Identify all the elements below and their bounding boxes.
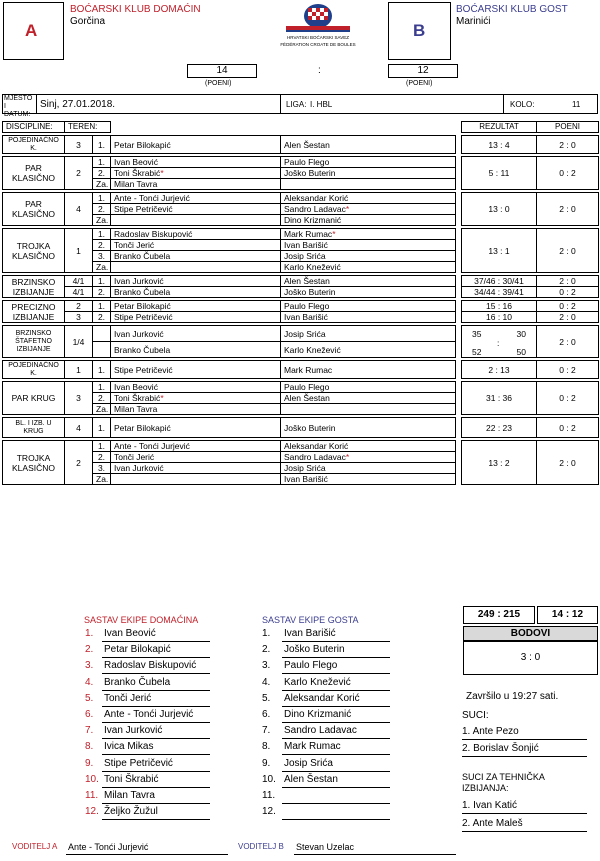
home-lineup-name: Radoslav Biskupović	[104, 660, 197, 671]
table-row: BRZINSKO IZBIJANJE 4/1 1. Ivan Jurković Alen Šestan 37/46 : 30/41 2 : 0	[3, 276, 599, 287]
guest-lineup-name: Ivan Barišić	[284, 628, 336, 639]
table-row: PAR KLASIČNO 4 1. Ante - Tonći Jurjević Aleksandar Korić 13 : 0 2 : 0	[3, 193, 599, 204]
guest-lineup-name: Paulo Flego	[284, 660, 338, 671]
guest-points-label: (POENI)	[406, 80, 433, 87]
table-header-row	[3, 122, 599, 133]
coach-b-name: Stevan Uzelac	[296, 842, 355, 852]
guest-lineup-number: 1.	[262, 628, 271, 639]
total-result: 249 : 215	[463, 606, 535, 624]
home-score-box	[187, 64, 257, 78]
logo-line-1: HRVATSKI BOĆARSKI SAVEZ	[287, 35, 349, 40]
home-lineup-name: Toni Škrabić	[104, 774, 159, 785]
guest-lineup-number: 5.	[262, 693, 271, 704]
home-lineup-number: 10.	[85, 774, 99, 785]
guest-club-name: Marinići	[456, 16, 491, 27]
federation-logo	[280, 2, 356, 52]
guest-score: 12	[417, 65, 429, 76]
guest-club-label: BOĆARSKI KLUB GOST	[456, 4, 568, 15]
guest-score-box	[388, 64, 458, 78]
home-club-name: Gorčina	[70, 16, 106, 27]
home-lineup-name: Ivan Beović	[104, 628, 156, 639]
home-points-label: (POENI)	[205, 80, 232, 87]
finished-time: Završilo u 19:27 sati.	[466, 691, 559, 702]
tech-referees-label: SUCI ZA TEHNIČKA IZBIJANJA:	[462, 772, 545, 793]
home-lineup-number: 5.	[85, 693, 94, 704]
guest-lineup-number: 4.	[262, 677, 271, 688]
referee-2: 2. Borislav Šonjić	[462, 743, 539, 754]
guest-lineup-number: 3.	[262, 660, 271, 671]
guest-letter-box	[388, 2, 451, 60]
home-lineup-number: 2.	[85, 644, 94, 655]
referees-label: SUCI:	[462, 710, 489, 721]
table-row: TROJKA KLASIČNO 2 1. Ante - Tonći Jurjević Aleksandar Korić 13 : 2 2 : 0	[3, 441, 599, 452]
league: I. HBL	[310, 100, 333, 109]
guest-lineup-number: 7.	[262, 725, 271, 736]
home-lineup-title: SASTAV EKIPE DOMAĆINA	[84, 615, 199, 625]
table-row: TROJKA KLASIČNO 1 1. Radoslav Biskupović Mark Rumac* 13 : 1 2 : 0	[3, 229, 599, 240]
place-date: Sinj, 27.01.2018.	[40, 99, 116, 110]
guest-lineup-name: Josip Srića	[284, 758, 333, 769]
table-row: POJEDINAČNO K. 3 1. Petar Bilokapić Alen Šestan 13 : 4 2 : 0	[3, 136, 599, 154]
home-club-label: BOĆARSKI KLUB DOMAĆIN	[70, 4, 201, 15]
guest-lineup-name: Dino Krizmanić	[284, 709, 352, 720]
place-date-label: MJESTO I DATUM:	[4, 95, 33, 118]
bodovi-value: 3 : 0	[463, 641, 598, 675]
guest-lineup-number: 8.	[262, 741, 271, 752]
round-label: KOLO:	[510, 100, 535, 109]
guest-lineup-number: 9.	[262, 758, 271, 769]
league-label: LIGA:	[286, 100, 307, 109]
home-lineup-number: 4.	[85, 677, 94, 688]
guest-lineup-name: Aleksandar Korić	[284, 693, 360, 704]
guest-lineup-name: Alen Šestan	[284, 774, 338, 785]
guest-lineup-number: 6.	[262, 709, 271, 720]
guest-lineup-name: Sandro Ladavac	[284, 725, 357, 736]
guest-lineup-name: Karlo Knežević	[284, 677, 351, 688]
home-lineup-name: Ante - Tonći Jurjević	[104, 709, 194, 720]
home-lineup-number: 11.	[85, 790, 99, 801]
home-letter: A	[25, 21, 38, 40]
coach-a-name: Ante - Tonći Jurjević	[68, 842, 149, 852]
home-lineup-number: 3.	[85, 660, 94, 671]
home-letter-box	[3, 2, 64, 60]
round: 11	[572, 100, 581, 109]
coach-a-label: VODITELJ A	[12, 842, 58, 851]
discipline-name: POJEDINAČNO K.	[3, 136, 65, 154]
logo-line-2: FÉDÉRATION CROATE DE BOULES	[280, 42, 356, 47]
guest-letter: B	[413, 21, 426, 40]
teren-header: TEREN:	[65, 122, 111, 133]
table-row: PRECIZNO IZBIJANJE 2 1. Petar Bilokapić Paulo Flego 15 : 16 0 : 2	[3, 301, 599, 312]
bodovi-label: BODOVI	[463, 626, 598, 641]
disciplines-header: DISCIPLINE:	[3, 122, 65, 133]
home-lineup-name: Petar Bilokapić	[104, 644, 171, 655]
home-lineup-number: 1.	[85, 628, 94, 639]
table-row: BL. I IZB. U KRUG 4 1. Petar Bilokapić Joško Buterin 22 : 23 0 : 2	[3, 418, 599, 438]
home-lineup-number: 9.	[85, 758, 94, 769]
score-separator: :	[318, 65, 321, 76]
total-points: 14 : 12	[537, 606, 598, 624]
home-lineup-name: Milan Tavra	[104, 790, 155, 801]
table-row: POJEDINAČNO K. 1 1. Stipe Petričević Mark Rumac 2 : 13 0 : 2	[3, 361, 599, 379]
guest-lineup-title: SASTAV EKIPE GOSTA	[262, 615, 359, 625]
discipline-table: DISCIPLINE: TEREN: REZULTAT POENI POJEDINAČNO K. 3 1. Petar Bilokapić Alen Šestan 13 : 4 2 : 0 PAR KLASIČNO 2 1. Ivan Beović Paulo Flego 5 : 11 0 : 2 2. Toni Škrabić* Joško Buterin Za. Milan Tavra PAR KLASIČNO 4 1. Ante - Tonći Jurjević Aleksandar Korić 13 : 0 2 : 0 2. Stipe Petričević Sandro Ladavac* Za. Dino Krizmanić TROJKA KLASIČNO 1 1. Radoslav Biskupović Mark Rumac* 13 : 1 2 : 0 2. Tonči Jerić Ivan Barišić 3. Branko Čubela Josip Srića Za. Karlo Knežević BRZINSKO IZBIJANJE 4/1 1. Ivan Jurković Alen Šestan 37/46 : 30/41 2 : 0 4/1 2. Branko Čubela Joško Buterin 34/44 : 39/41 0 : 2 PRECIZNO IZBIJANJE 2 1. Petar Bilokapić Paulo Flego 15 : 16 0 : 2 3 2. Stipe Petričević Ivan Barišić 16 : 10 2 : 0 BRZINSKO ŠTAFETNO IZBIJANJE 1/4 Ivan Jurković Josip Srića 35 30 : 52 50 2 : 0 Branko Čubela Karlo Knežević POJEDINAČNO K. 1 1. Stipe Petričević Mark Rumac 2 : 13 0 : 2 PAR KRUG 3 1. Ivan Beović Paulo Flego 31 : 36 0 : 2 2. Toni Škrabić* Alen Šestan Za. Milan Tavra BL. I IZB. U KRUG 4 1. Petar Bilokapić Joško Buterin 22 : 23 0 : 2 TROJKA KLASIČNO 2 1. Ante - Tonći Jurjević Aleksandar Korić 13 : 2 2 : 0 2. Tonči Jerić Sandro Ladavac* 3. Ivan Jurković Josip Srića Za. Ivan Barišić	[2, 121, 599, 485]
coach-b-label: VODITELJ B	[238, 842, 284, 851]
home-lineup-name: Tonči Jerić	[104, 693, 152, 704]
home-lineup-name: Ivica Mikas	[104, 741, 154, 752]
tech-referee-1: 1. Ivan Katić	[462, 800, 518, 811]
points-header: POENI	[537, 122, 599, 133]
home-lineup-number: 8.	[85, 741, 94, 752]
home-lineup-name: Željko Žužul	[104, 806, 158, 817]
tech-referee-2: 2. Ante Maleš	[462, 818, 523, 829]
result-header: REZULTAT	[462, 122, 537, 133]
home-score: 14	[216, 65, 228, 76]
guest-lineup-name: Mark Rumac	[284, 741, 341, 752]
table-row: PAR KLASIČNO 2 1. Ivan Beović Paulo Flego 5 : 11 0 : 2	[3, 157, 599, 168]
guest-lineup-number: 11.	[262, 790, 276, 801]
home-lineup-number: 7.	[85, 725, 94, 736]
guest-lineup-number: 12.	[262, 806, 276, 817]
home-lineup-number: 12.	[85, 806, 99, 817]
guest-lineup-number: 2.	[262, 644, 271, 655]
home-lineup-name: Ivan Jurković	[104, 725, 163, 736]
table-row: PAR KRUG 3 1. Ivan Beović Paulo Flego 31 : 36 0 : 2	[3, 382, 599, 393]
table-row: BRZINSKO ŠTAFETNO IZBIJANJE 1/4 Ivan Jurković Josip Srića 35 30 : 52 50 2 : 0	[3, 326, 599, 342]
guest-lineup-number: 10.	[262, 774, 276, 785]
relay-result: 35 30 : 52 50	[462, 326, 537, 358]
referee-1: 1. Ante Pezo	[462, 726, 519, 737]
home-lineup-number: 6.	[85, 709, 94, 720]
home-lineup-name: Stipe Petričević	[104, 758, 173, 769]
guest-lineup-name: Joško Buterin	[284, 644, 345, 655]
home-lineup-name: Branko Čubela	[104, 677, 171, 688]
